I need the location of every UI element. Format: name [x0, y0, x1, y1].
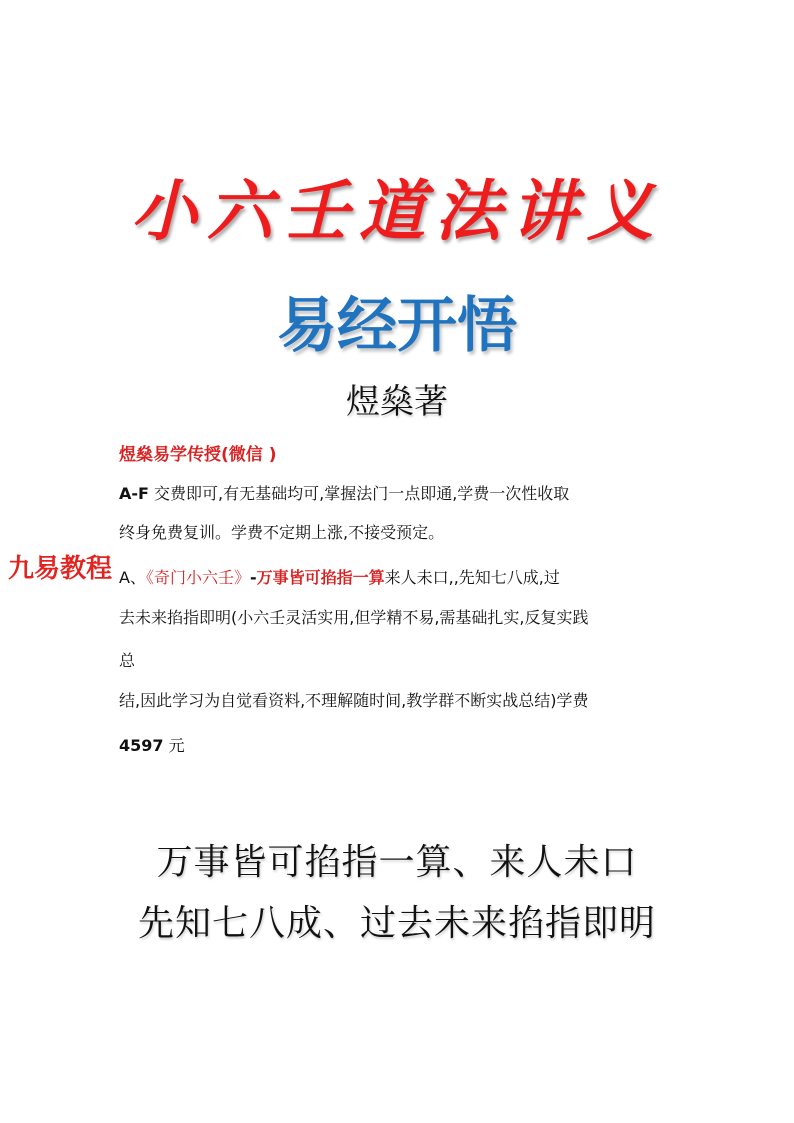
course-name: 《奇门小六壬》 [145, 568, 250, 587]
slogan-line-1: 万事皆可掐指一算、来人未口 [156, 842, 638, 883]
course-price [119, 733, 185, 756]
course-dash: - [249, 568, 257, 587]
course-line-1 [119, 565, 560, 588]
document-title: 小六壬道法讲义 [131, 172, 663, 250]
slogan-line-2: 先知七八成、过去未来掐指即明 [137, 903, 656, 944]
intro-line-1 [119, 481, 569, 504]
watermark-label: 九易教程 [8, 554, 113, 584]
intro-line-1-prefix: A-F [119, 484, 149, 503]
course-marker: A、 [119, 568, 146, 587]
course-line-4: 结,因此学习为自觉看资料,不理解随时间,教学群不断实战总结)学费 [119, 691, 589, 710]
document-subtitle: 易经开悟 [277, 291, 517, 361]
intro-line-1-text: 交费即可,有无基础均可,掌握法门一点即通,学费一次性收取 [148, 484, 570, 503]
price-number: 4597 [119, 736, 164, 755]
price-unit: 元 [163, 736, 185, 755]
course-line-3: 总 [119, 651, 136, 670]
course-tagline: 万事皆可掐指一算 [256, 568, 385, 587]
course-line-2: 去未来掐指即明(小六壬灵活实用,但学精不易,需基础扎实,反复实践 [119, 608, 589, 627]
intro-line-2: 终身免费复训。学费不定期上涨,不接受预定。 [119, 523, 445, 542]
author-line: 煜燊著 [346, 382, 448, 422]
course-line-1-rest: 来人未口,,先知七八成,过 [384, 568, 560, 587]
contact-heading: 煜燊易学传授(微信 ) [119, 445, 277, 465]
